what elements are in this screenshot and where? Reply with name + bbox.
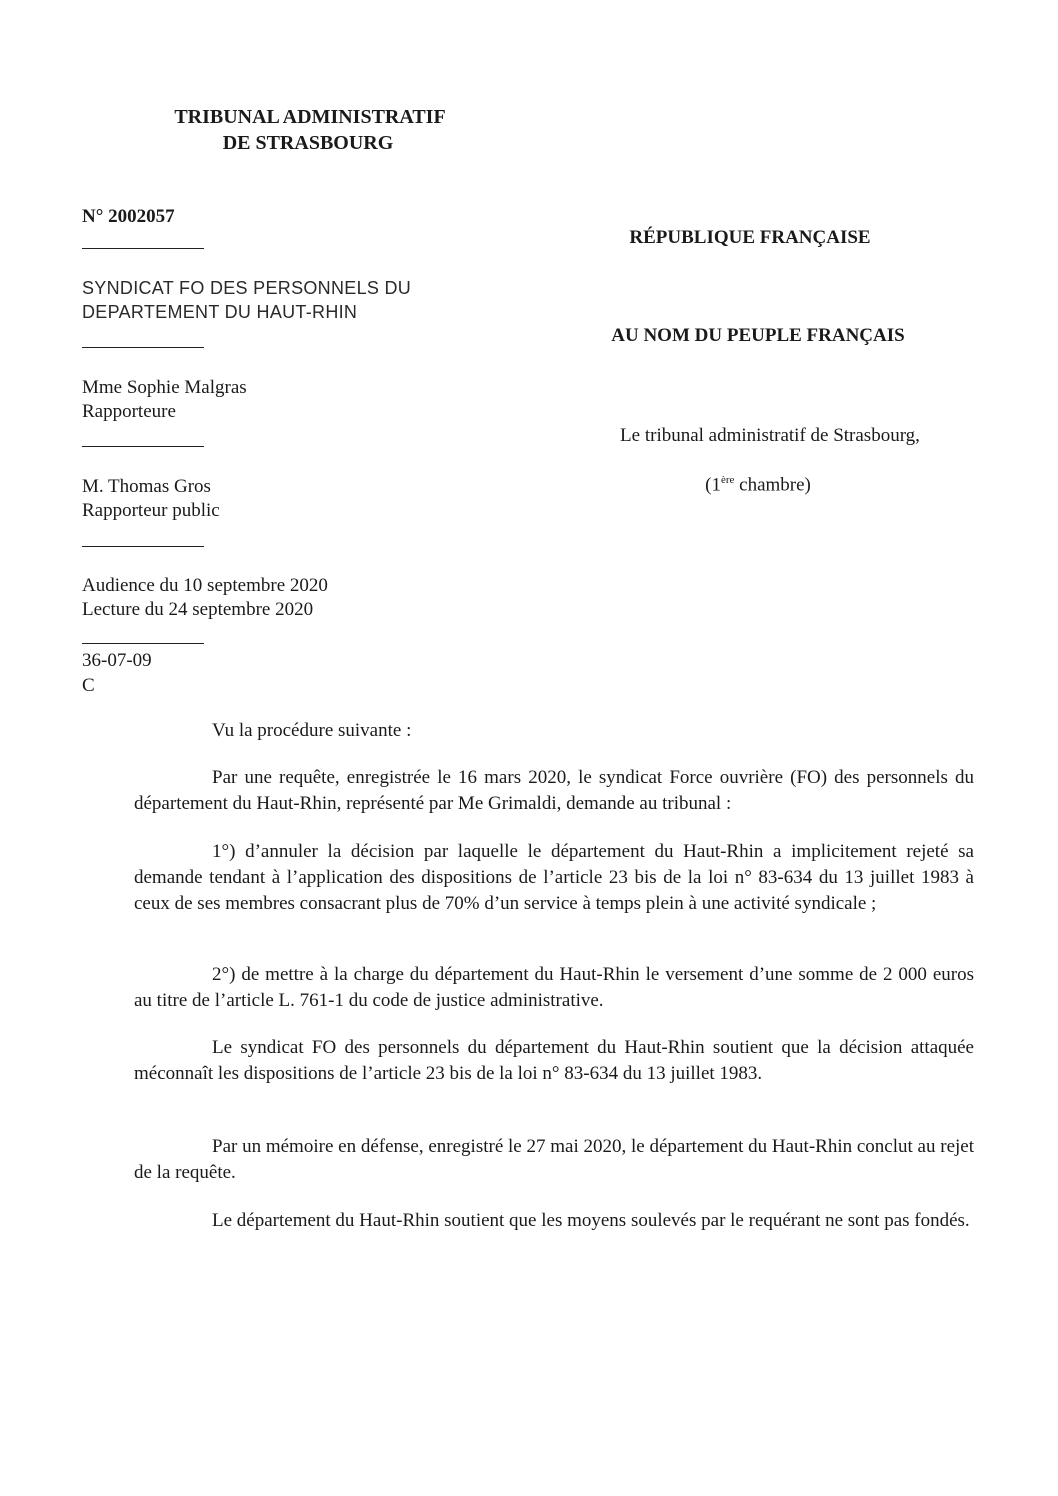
paragraph-point-1 — [134, 839, 974, 917]
party-line2: DEPARTEMENT DU HAUT-RHIN — [82, 302, 358, 322]
in-name-heading: AU NOM DU PEUPLE FRANÇAIS — [611, 325, 905, 346]
chamber-rest: chambre) — [734, 474, 811, 496]
paragraph-defense-argument — [134, 1208, 974, 1234]
divider — [82, 546, 204, 547]
classification-code: 36-07-09 — [82, 650, 152, 671]
case-number: N° 2002057 — [82, 206, 175, 227]
paragraph-text: Le syndicat FO des personnels du département du Haut-Rhin soutient que la décision attaquée méconnaît les dispositions de l’article 23 bis de la loi n° 83-634 du 13 juillet 1983. — [134, 1037, 974, 1084]
paragraph-defense — [134, 1134, 974, 1186]
audience-date: Audience du 10 septembre 2020 — [82, 575, 328, 596]
rapporteure-role: Rapporteure — [82, 401, 176, 422]
divider — [82, 347, 204, 348]
chamber-line — [548, 474, 968, 496]
paragraph-text: Le département du Haut-Rhin soutient que les moyens soulevés par le requérant ne sont pas fondés. — [212, 1210, 970, 1231]
divider — [82, 643, 204, 644]
paragraph-request — [134, 765, 974, 817]
paragraph-text: 2°) de mettre à la charge du département du Haut-Rhin le versement d’une somme de 2 000 euros au titre de l’article L. 761-1 du code de justice administrative. — [134, 964, 974, 1011]
rapporteur-public-name: M. Thomas Gros — [82, 476, 211, 497]
rapporteure-name: Mme Sophie Malgras — [82, 377, 247, 398]
paragraph-text: Par un mémoire en défense, enregistré le 27 mai 2020, le département du Haut-Rhin conclut au rejet de la requête. — [134, 1136, 974, 1183]
paragraph-text: Par une requête, enregistrée le 16 mars 2020, le syndicat Force ouvrière (FO) des personnels du département du Haut-Rhin, représenté par Me Grimaldi, demande au tribunal : — [134, 767, 974, 814]
procedure-heading: Vu la procédure suivante : — [212, 720, 412, 741]
paragraph-point-2 — [134, 962, 974, 1014]
paragraph-text: 1°) d’annuler la décision par laquelle le département du Haut-Rhin a implicitement rejeté sa demande tendant à l’application des dispositions de l’article 23 bis de la loi n° 83-634 du 13 juillet 1983 à ceux de ses membres consacrant plus de 70% d’un service à temps plein à une activité syndicale ; — [134, 841, 974, 914]
publication-letter: C — [82, 675, 95, 696]
chamber-superscript: ère — [720, 474, 735, 486]
court-name-line1: TRIBUNAL ADMINISTRATIF — [174, 106, 446, 128]
lecture-date: Lecture du 24 septembre 2020 — [82, 599, 314, 620]
party-line1: SYNDICAT FO DES PERSONNELS DU — [82, 278, 412, 298]
tribunal-line: Le tribunal administratif de Strasbourg, — [620, 425, 920, 446]
republic-heading: RÉPUBLIQUE FRANÇAISE — [629, 227, 871, 248]
court-name-line2: DE STRASBOURG — [222, 132, 394, 154]
chamber-open: (1 — [705, 474, 721, 496]
rapporteur-public-role: Rapporteur public — [82, 500, 220, 521]
divider — [82, 248, 204, 249]
paragraph-argument — [134, 1035, 974, 1087]
divider — [82, 446, 204, 447]
